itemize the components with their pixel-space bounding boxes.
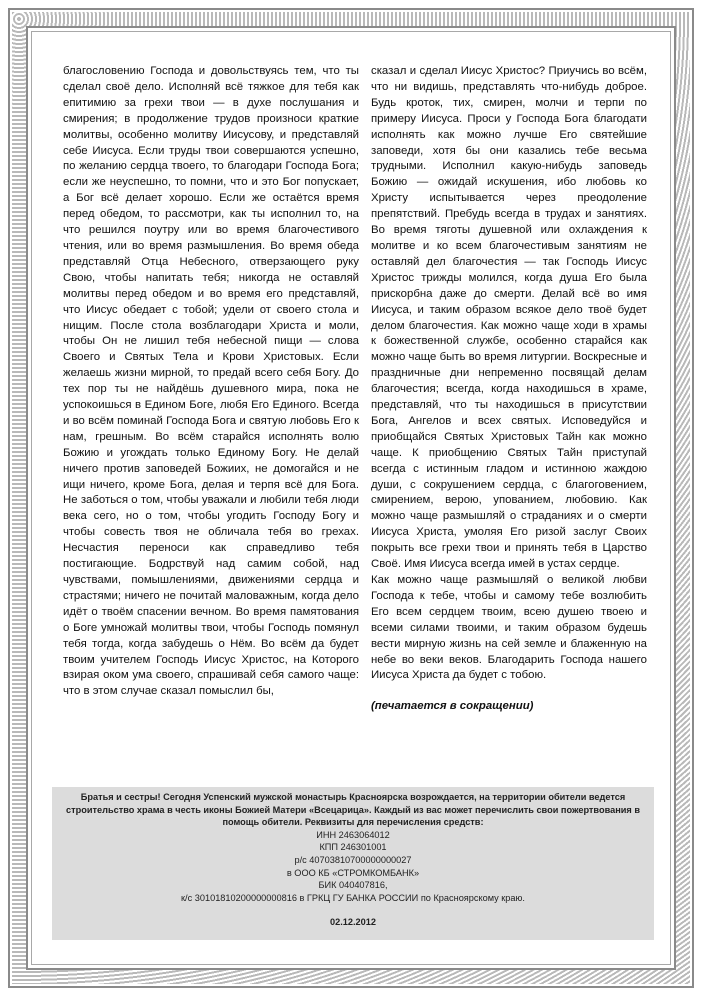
right-column-paragraph-1: сказал и сделал Иисус Христос? Приучись во всём, что ни видишь, представлять что-нибудь доброе. Будь кроток, тих, смирен, молчи и терпи по примеру Иисуса. Проси у Господа Бога благодати исполнять как можно лучше Его святейшие заповеди, хотя бы они казались тебе весьма трудными. Исполнил какую-нибудь заповедь Божию — ожидай искушения, ибо любовь ко Христу испытывается через преодоление препятствий. Пребудь всегда в трудах и занятиях. Во время тяготы душевной или охлаждения к молитве и ко всем благочестивым занятиям не оставляй дел благочестия — так Господь Иисус Христос трижды молился, когда душа Его была прискорбна даже до смерти. Делай всё во имя Иисуса, и таким образом всякое дело твоё будет делом благочестия. Как можно чаще ходи в храмы к божественной службе, особенно старайся как можно чаще быть во время литургии. Воскресные и праздничные дни непременно посвящай делам благочестия; всегда, когда находишься в храме, представляй, что ты находишься в присутствии Бога, Ангелов и всех святых. Исповедуйся и приобщайся Святых Христовых Тайн как можно чаще. К приобщению Святых Тайн приступай всегда с истинным гладом и истинною жаждою души, с сокрушением сердца, с благоговением, смирением, верою, упованием, любовию. Как можно чаще размышляй о страданиях и о смерти Иисуса Христа, умоляя Его ризой заслуг Своих покрыть все грехи твои и принять тебя в Царство Своё. Имя Иисуса всегда имей в устах сердце. — [371, 65, 647, 571]
issue-date: 02.12.2012 — [330, 917, 376, 928]
donation-appeal-box — [52, 787, 654, 940]
corr-account-line: к/с 30101810200000000816 в ГРКЦ ГУ БАНКА РОССИИ по Красноярскому краю. — [181, 892, 525, 903]
inn-line: ИНН 2463064012 — [316, 829, 390, 840]
right-column-paragraph-2: Как можно чаще размышляй о великой любви Господа к тебе, чтобы и самому тебе возлюбить Его всем сердцем твоим, всею душею твоею и всеми силами твоими, и таким образом будешь вести мирную жизнь на сей земле и блаженную на небе во веки веков. Благодарить Господа нашего Иисуса Христа да будет с тобою. — [371, 574, 647, 682]
account-line: р/с 40703810700000000027 — [294, 854, 412, 865]
abridged-note: (печатается в сокращении) — [371, 700, 534, 713]
appeal-lead-text: Братья и сестры! Сегодня Успенский мужской монастырь Красноярска возрождается, на территории обители ведется строительство храма в честь иконы Божией Матери «Всецарица». Каждый из вас может перечислить свои пожертвования в помощь обители. Реквизиты для перечисления средств: — [66, 792, 640, 828]
left-column-paragraph: благословению Господа и довольствуясь тем, что ты сделал своё дело. Исполняй всё тяжкое для тебя как епитимию за грехи твои — в духе послушания и смирения; в продолжение трудов произноси краткие молитвы, особенно молитву Иисусову, и представляй себе Иисуса. Если труды твои совершаются успешно, по желанию сердца твоего, то благодари Господа Бога; если же неуспешно, то помни, что и это Бог попускает, а Бог всё делает хорошо. Если же остаётся время перед обедом, то рассмотри, как ты исполнил то, на что решился поутру или во время благочестивого чтения, или во время размышления. Во время обеда представляй Отца Небесного, отверзающего руку Свою, чтобы напитать тебя; никогда не оставляй молитвы перед обедом и во время его представляй, что Иисус обедает с тобой; удели от своего стола и нищим. После стола возблагодари Христа и моли, чтобы Он не лишил тебя небесной пищи — слова Своего и Святых Тела и Крови Христовых. Если желаешь жизни мирной, то предай всего себя Богу. До тех пор ты не найдёшь душевного мира, пока не успокоишься в Едином Боге, любя Его Единого. Всегда и во всём поминай Господа Бога и святую любовь Его к нам, грешным. Во всём старайся исполнять волю Божию и угождать только Единому Богу. Не делай ничего против заповедей Божиих, не домогайся и не ищи ничего, кроме Бога, делая и терпя всё для Бога. Не заботься о том, чтобы уважали и любили тебя люди века сего, но о том, чтобы угодить Господу Богу и чтобы совесть твоя не обличала тебя во грехах. Несчастия переноси как справедливо тебя постигающие. Бодрствуй над самим собой, над чувствами, помышлениями, движениями сердца и страстями; ничего не почитай маловажным, когда дело идёт о твоём спасении вечном. Во время памятования о Боге умножай молитвы твои, чтобы Господь помянул тебя тогда, когда забудешь о Нём. Во всём да будет твоим учителем Господь Иисус Христос, на Которого взирая оком ума своего, спрашивай себя самого чаще: что в этом случае сказал помыслил бы, — [63, 65, 359, 698]
kpp-line: КПП 246301001 — [319, 842, 387, 853]
bik-line: БИК 040407816, — [318, 880, 388, 891]
left-column — [63, 64, 359, 784]
right-column — [371, 64, 647, 784]
article-body — [63, 64, 647, 784]
bank-line: в ООО КБ «СТРОМКОМБАНК» — [286, 867, 420, 878]
